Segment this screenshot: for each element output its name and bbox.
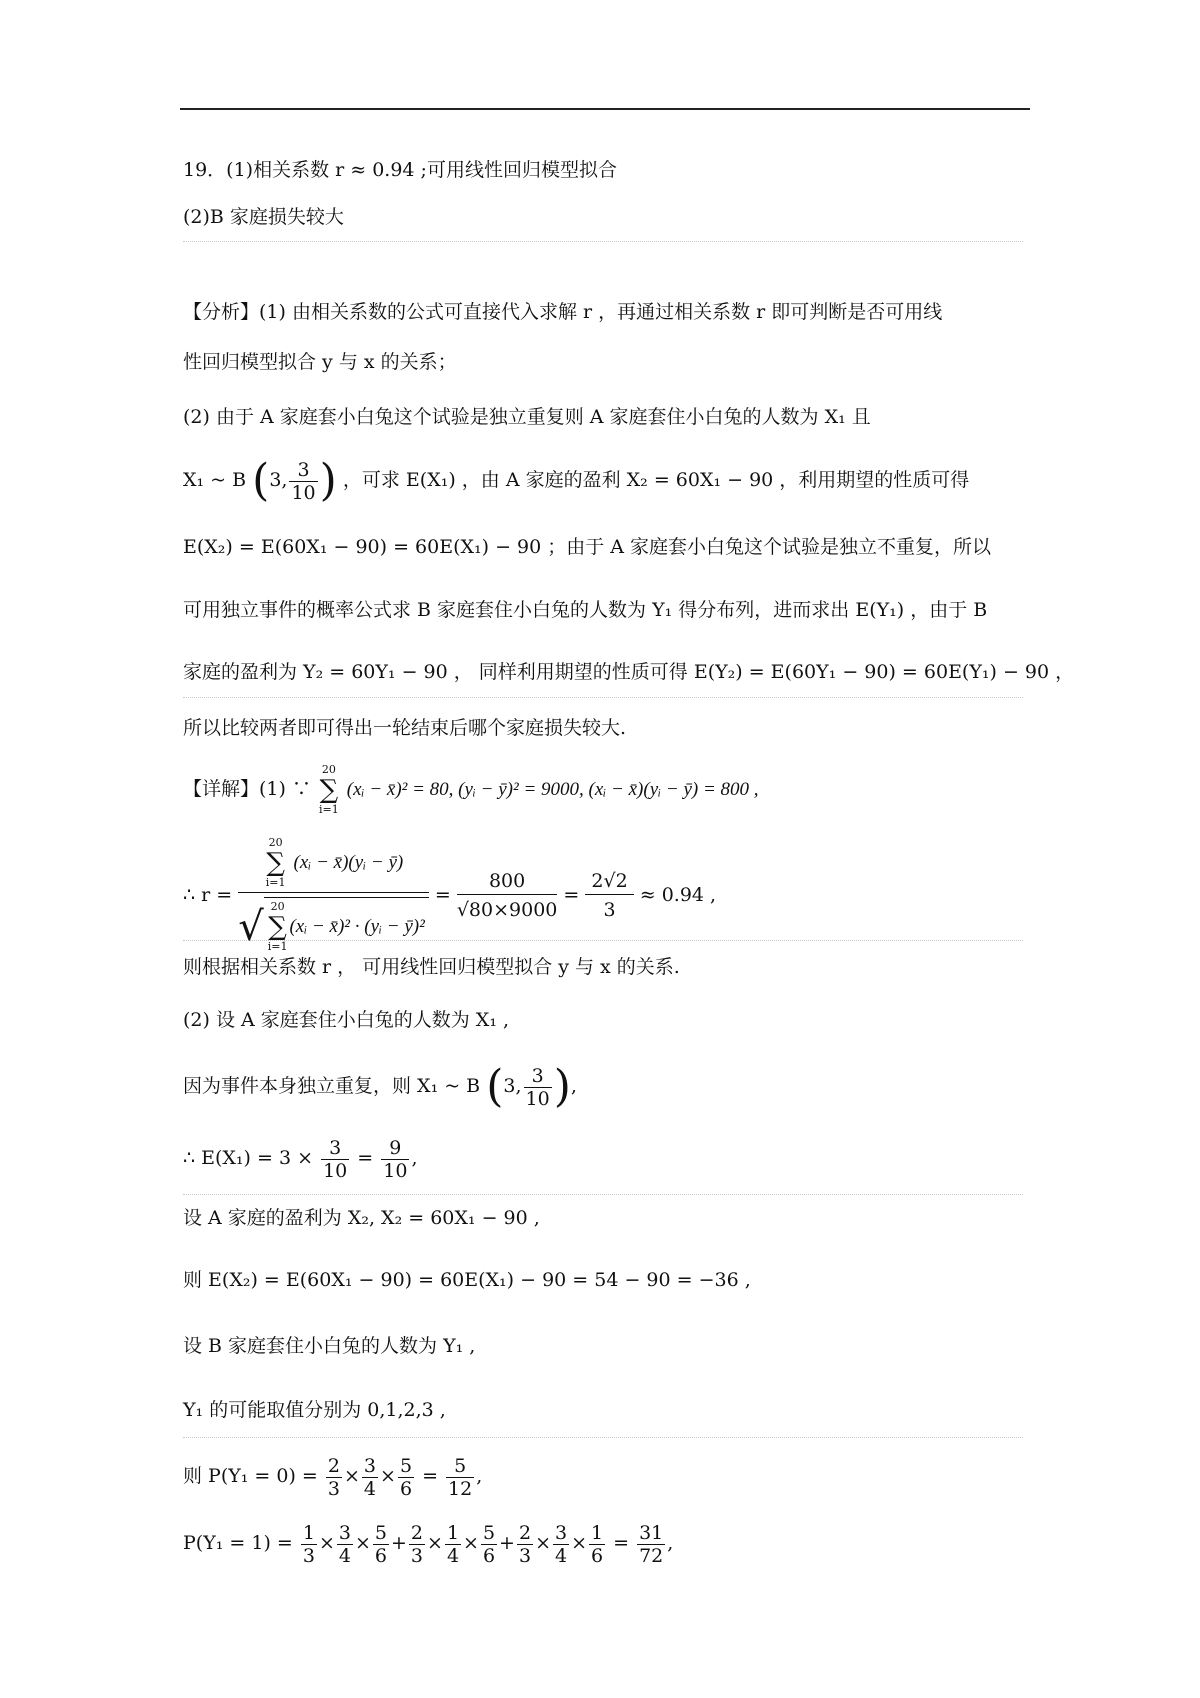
analysis-line-4-text: ，可求 E(X₁) ，由 A 家庭的盈利 X₂ = 60X₁ − 90 ，利用期望的性质可得 (342, 469, 970, 491)
r-denominator (238, 893, 429, 954)
analysis-line-2: 性回归模型拟合 y 与 x 的关系； (183, 351, 457, 373)
fraction-numerator: 5 (446, 1455, 474, 1478)
r-numerator-expr: (xᵢ − x̄)(yᵢ − ȳ) (293, 852, 404, 873)
fraction-denominator: 10 (323, 1159, 348, 1182)
fraction-numerator: 800 (457, 870, 558, 895)
fraction-numerator: 3 (321, 1137, 349, 1160)
profit-a: 设 A 家庭的盈利为 X₂, X₂ = 60X₁ − 90 , (183, 1207, 540, 1229)
dotted-divider (183, 697, 1023, 698)
fraction-numerator: 1 (591, 1521, 604, 1544)
fraction (301, 1522, 317, 1567)
analysis-line-8: 所以比较两者即可得出一轮结束后哪个家庭损失较大. (183, 717, 627, 739)
fraction-numerator: 3 (554, 1521, 568, 1544)
right-paren: ) (553, 1061, 571, 1112)
header-rule (180, 108, 1030, 110)
r-denominator-expr: (xᵢ − x̄)² · (yᵢ − ȳ)² (289, 916, 425, 937)
detail-intro: 【详解】(1) ∵ (183, 778, 311, 800)
fraction-numerator: 3 (363, 1454, 377, 1477)
fraction (637, 1522, 665, 1567)
part2-set: (2) 设 A 家庭套住小白兔的人数为 X₁ , (183, 1009, 510, 1031)
fraction-numerator: 2 (410, 1521, 424, 1544)
dotted-divider (183, 1194, 1023, 1195)
r-numerator (238, 836, 429, 893)
fraction-numerator: 3 (524, 1065, 552, 1088)
fraction-numerator: 2√2 (585, 870, 633, 895)
sum-lower-limit: i=1 (267, 940, 288, 953)
dotted-divider (183, 241, 1023, 242)
sigma-symbol: 20 ∑ i=1 (267, 900, 288, 953)
sqrt-symbol: √ (238, 904, 264, 950)
fraction-numerator: 31 (639, 1521, 664, 1544)
ex1-prefix: ∴ E(X₁) = 3 × (183, 1147, 314, 1169)
correlation-formula: ∴ r = 20 ∑ i=1 (xᵢ − x̄)(yᵢ − ȳ) √ 20 ∑ i=1 (xᵢ − x̄)² · (yᵢ − ȳ)² = $\frac{800}{√80\times 9000}$ = $\frac{2√2}{3}$ ≈ 0.94 , (183, 836, 717, 953)
fraction-denominator: 4 (338, 1544, 351, 1567)
operator: × (380, 1465, 396, 1487)
r-main-fraction (238, 836, 429, 954)
p0-prefix: 则 P(Y₁ = 0) = (183, 1465, 318, 1487)
analysis-line-5: E(X₂) = E(60X₁ − 90) = 60E(X₁) − 90 ；由于 A 家庭套小白兔这个试验是独立不重复，所以 (183, 536, 992, 558)
binomial-n: 3, (503, 1075, 522, 1097)
operator: × (535, 1532, 551, 1554)
part2-binomial: 因为事件本身独立重复，则 X₁ ~ B (3, $\frac{3}{10}$ ), (183, 1061, 577, 1112)
fraction (326, 1455, 342, 1500)
prob-y1-0: 则 P(Y₁ = 0) = $\frac{2}{3}$ × $\frac{3}{4}$ × $\frac{5}{6}$ = $\frac{5}{12}$ , (183, 1454, 483, 1500)
sums-expression: (xᵢ − x̄)² = 80, (yᵢ − ȳ)² = 9000, (xᵢ − x̄)(yᵢ − ȳ) = 800 , (346, 779, 759, 800)
fraction-denominator: 4 (363, 1477, 377, 1500)
fraction-numerator: 2 (518, 1521, 532, 1544)
fraction-denominator: 3 (518, 1544, 532, 1567)
binomial-p-fraction (289, 459, 317, 504)
analysis-line-7: 家庭的盈利为 Y₂ = 60Y₁ − 90 ， 同样利用期望的性质可得 E(Y₂) = E(60Y₁ − 90) = 60E(Y₁) − 90 ， (183, 661, 1075, 683)
fraction-denominator: 3 (302, 1544, 315, 1567)
left-paren: ( (252, 455, 270, 506)
sigma-symbol: 20 ∑ i=1 (319, 763, 339, 816)
r-result-fraction (585, 870, 633, 921)
fraction-denominator: 10 (383, 1159, 408, 1182)
fraction (337, 1522, 353, 1567)
sqrt-content (264, 897, 429, 954)
fraction-numerator: 3 (289, 459, 317, 482)
fraction (321, 1137, 349, 1182)
p0-terms (324, 1454, 416, 1500)
part2-because: 因为事件本身独立重复，则 X₁ ~ B (183, 1075, 481, 1097)
operator: + (499, 1532, 515, 1554)
operator: + (391, 1532, 407, 1554)
fraction-denominator: 3 (603, 898, 616, 921)
analysis-line-4 (183, 452, 969, 508)
fraction-denominator: 6 (482, 1544, 496, 1567)
fraction-denominator: 4 (554, 1544, 568, 1567)
analysis-line-6: 可用独立事件的概率公式求 B 家庭套住小白兔的人数为 Y₁ 得分布列，进而求出 E(Y₁) ，由于 B (183, 599, 988, 621)
fraction (373, 1522, 389, 1567)
fraction (517, 1522, 533, 1567)
binomial-label: X₁ ~ B (183, 469, 247, 491)
operator: × (344, 1465, 360, 1487)
analysis-line-3: (2) 由于 A 家庭套小白兔这个试验是独立重复则 A 家庭套住小白兔的人数为 X₁ 且 (183, 406, 871, 428)
binomial-n: 3, (269, 469, 288, 491)
dotted-divider (183, 1437, 1023, 1438)
sum-lower-limit: i=1 (319, 803, 339, 816)
fraction-denominator: 10 (525, 1087, 550, 1110)
fraction-denominator: 12 (448, 1477, 473, 1500)
conclusion-1: 则根据相关系数 r ， 可用线性回归模型拟合 y 与 x 的关系. (183, 956, 680, 978)
sum-lower-limit: i=1 (265, 876, 286, 889)
fraction (398, 1455, 414, 1500)
fraction-numerator: 9 (381, 1137, 409, 1160)
operator: × (427, 1532, 443, 1554)
operator: × (318, 1532, 335, 1554)
expectation-x1: ∴ E(X₁) = 3 × $\frac{3}{10}$ = $\frac{9}{10}$ , (183, 1136, 418, 1182)
fraction-numerator: 1 (302, 1521, 315, 1544)
fraction (409, 1522, 425, 1567)
analysis-line-1: 【分析】(1) 由相关系数的公式可直接代入求解 r ，再通过相关系数 r 即可判断是否可用线 (183, 301, 943, 323)
p1-prefix: P(Y₁ = 1) = (183, 1532, 293, 1554)
fraction-denominator: 6 (399, 1477, 413, 1500)
fraction (362, 1455, 378, 1500)
answer-part1: 19．(1)相关系数 r ≈ 0.94 ;可用线性回归模型拟合 (183, 159, 617, 181)
fraction-numerator: 2 (327, 1454, 340, 1477)
fraction-denominator: 72 (639, 1544, 664, 1567)
r-tail: ≈ 0.94 , (639, 884, 717, 906)
operator: × (354, 1532, 371, 1554)
dotted-divider (183, 940, 1023, 941)
sum-upper-limit: 20 (270, 900, 285, 913)
fraction-numerator: 5 (399, 1454, 413, 1477)
fraction-denominator: 10 (291, 481, 316, 504)
left-paren: ( (486, 1061, 504, 1112)
r-mid-fraction (457, 870, 558, 921)
detail-sums-line (183, 763, 759, 817)
y1-values: Y₁ 的可能取值分别为 0,1,2,3 , (183, 1399, 446, 1421)
sum-upper-limit: 20 (268, 836, 283, 849)
fraction-denominator: 6 (591, 1544, 604, 1567)
fraction (589, 1522, 605, 1567)
fraction-numerator: 5 (482, 1521, 496, 1544)
prob-y1-1: P(Y₁ = 1) = $\frac{1}{3}$ × $\frac{3}{4}$ × $\frac{5}{6}$ + $\frac{2}{3}$ × $\frac{1}{4}$ × $\frac{5}{6}$ + $\frac{2}{3}$ × $\frac{3}{4}$ × $\frac{1}{6}$ = $\frac{31}{72}$ , (183, 1521, 674, 1567)
fraction-denominator: 3 (327, 1477, 340, 1500)
answer-part2: (2)B 家庭损失较大 (183, 206, 344, 228)
fraction-denominator: 4 (446, 1544, 460, 1567)
r-prefix: ∴ r = (183, 884, 233, 906)
expectation-x2: 则 E(X₂) = E(60X₁ − 90) = 60E(X₁) − 90 = 54 − 90 = −36 , (183, 1269, 751, 1291)
operator: × (463, 1532, 479, 1554)
right-paren: ) (319, 455, 337, 506)
fraction (553, 1522, 569, 1567)
binomial-p-fraction (524, 1065, 552, 1110)
fraction (481, 1522, 497, 1567)
sum-upper-limit: 20 (321, 763, 336, 776)
fraction (445, 1522, 461, 1567)
set-b: 设 B 家庭套住小白兔的人数为 Y₁ , (183, 1335, 476, 1357)
fraction (446, 1455, 474, 1500)
fraction-numerator: 1 (446, 1521, 460, 1544)
fraction-numerator: 5 (374, 1521, 387, 1544)
fraction-denominator: √80×9000 (456, 898, 558, 921)
fraction-numerator: 3 (338, 1521, 351, 1544)
fraction (381, 1137, 409, 1182)
fraction-denominator: 6 (374, 1544, 387, 1567)
fraction-denominator: 3 (410, 1544, 424, 1567)
operator: × (571, 1532, 587, 1554)
sigma-symbol: 20 ∑ i=1 (265, 836, 286, 889)
